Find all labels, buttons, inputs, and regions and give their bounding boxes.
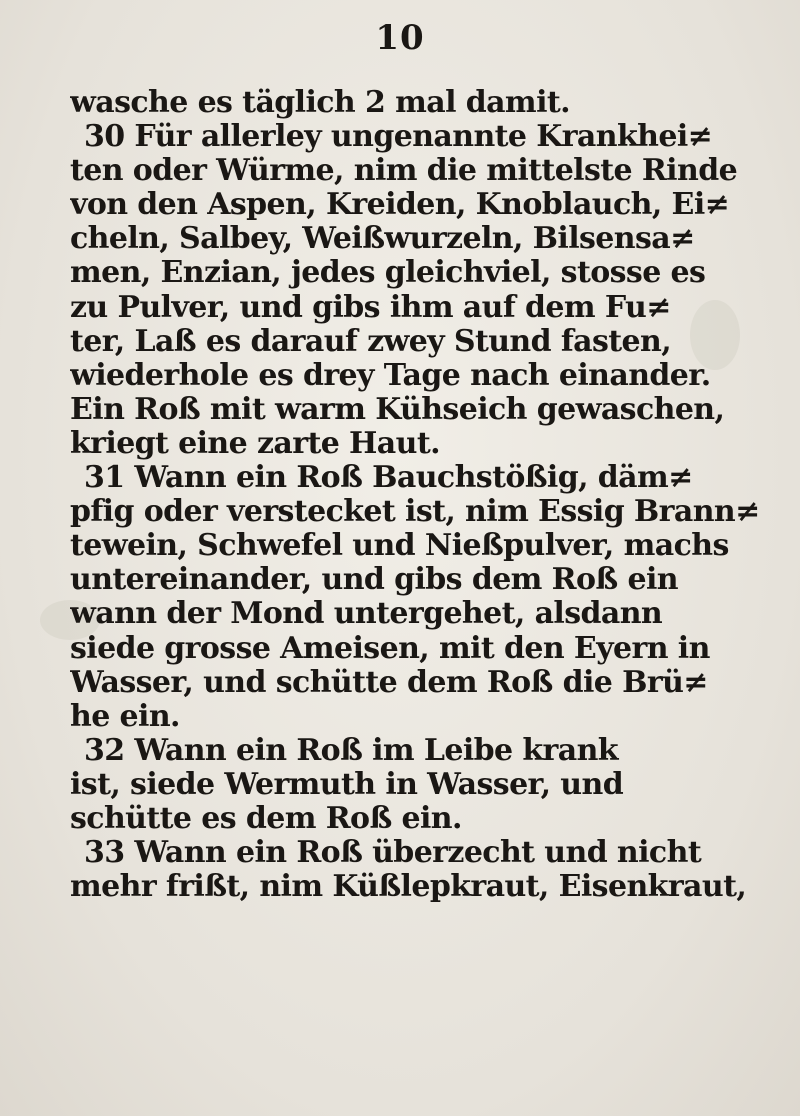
body-text	[70, 86, 760, 904]
text-line: zu Pulver, und gibs ihm auf dem Fu≠	[70, 290, 671, 325]
text-line: wasche es täglich 2 mal damit.	[70, 86, 570, 120]
text-line: ist, siede Wermuth in Wasser, und	[70, 767, 624, 802]
text-line: von den Aspen, Kreiden, Knoblauch, Ei≠	[70, 188, 730, 223]
text-line: siede grosse Ameisen, mit den Eyern in	[70, 631, 710, 666]
text-line: 32 Wann ein Roß im Leibe krank	[84, 733, 618, 768]
text-line: wann der Mond untergehet, alsdann	[70, 597, 663, 632]
text-line: ten oder Würme, nim die mittelste Rinde	[70, 154, 738, 189]
text-line: ter, Laß es darauf zwey Stund fasten,	[70, 324, 672, 359]
text-line: pfig oder verstecket ist, nim Essig Brann≠	[70, 495, 760, 530]
text-line: schütte es dem Roß ein.	[70, 801, 462, 836]
text-line: kriegt eine zarte Haut.	[70, 426, 440, 461]
text-line: 30 Für allerley ungenannte Krankhei≠	[84, 120, 713, 155]
text-line: he ein.	[70, 699, 180, 734]
text-line: mehr frißt, nim Küßlepkraut, Eisenkraut,	[70, 870, 747, 905]
text-line: Wasser, und schütte dem Roß die Brü≠	[70, 665, 708, 700]
text-line: wiederhole es drey Tage nach einander.	[70, 358, 711, 393]
text-line: men, Enzian, jedes gleichviel, stosse es	[70, 256, 706, 291]
text-line: Ein Roß mit warm Kühseich gewaschen,	[70, 392, 725, 427]
text-line: 31 Wann ein Roß Bauchstößig, däm≠	[84, 461, 693, 496]
page-number: 10	[375, 18, 425, 58]
text-line: cheln, Salbey, Weißwurzeln, Bilsensa≠	[70, 222, 695, 257]
text-line: untereinander, und gibs dem Roß ein	[70, 563, 678, 598]
text-line: tewein, Schwefel und Nießpulver, machs	[70, 529, 729, 564]
text-line: 33 Wann ein Roß überzecht und nicht	[84, 836, 702, 871]
